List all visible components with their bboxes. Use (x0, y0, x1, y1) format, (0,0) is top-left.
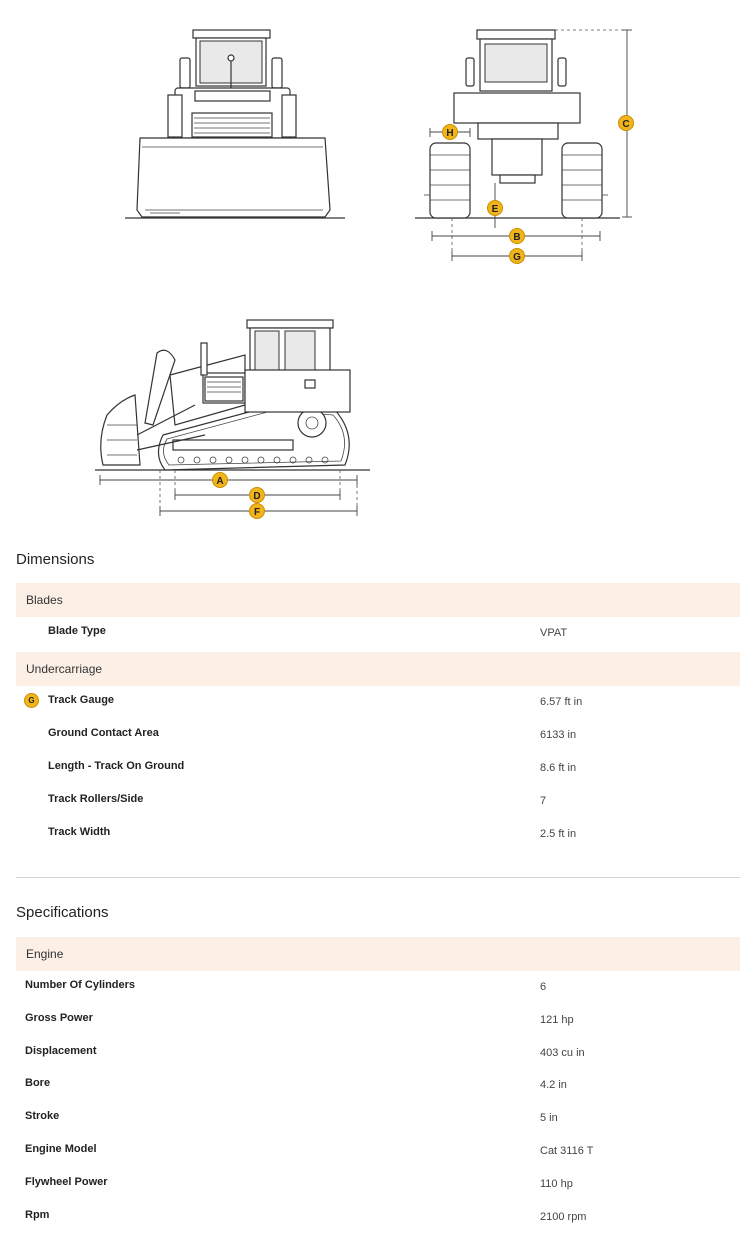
row-value: 6 (540, 981, 547, 993)
svg-text:E: E (491, 204, 499, 215)
callout-a (213, 473, 228, 488)
callout-e (488, 201, 503, 216)
row-label: Gross Power (25, 1012, 93, 1024)
row-value: 2.5 ft in (540, 828, 577, 840)
row-value: 6133 in (540, 729, 577, 741)
svg-text:B: B (513, 232, 521, 243)
table-row (16, 1077, 740, 1110)
specifications-title: Specifications (16, 904, 109, 921)
row-label: Blade Type (48, 625, 106, 637)
svg-text:F: F (253, 507, 261, 518)
svg-text:A: A (216, 476, 224, 487)
row-value: 6.57 ft in (540, 696, 583, 708)
row-value: VPAT (540, 627, 568, 639)
table-row (16, 793, 740, 826)
table-row (16, 1176, 740, 1209)
callout-f (250, 504, 265, 519)
group-header-blades: Blades (16, 583, 740, 617)
table-row (16, 826, 740, 859)
row-value: 4.2 in (540, 1079, 567, 1091)
dimensions-title: Dimensions (16, 551, 95, 568)
row-value: 5 in (540, 1112, 558, 1124)
callout-b (510, 229, 525, 244)
row-label: Displacement (25, 1045, 97, 1057)
svg-text:C: C (622, 119, 630, 130)
group-header-undercarriage: Undercarriage (16, 652, 740, 686)
side-view-diagram (95, 315, 370, 520)
table-row (16, 1110, 740, 1143)
callout-g (510, 249, 525, 264)
table-row (16, 760, 740, 793)
row-label: Track Width (48, 826, 111, 838)
callout-c (619, 116, 634, 131)
row-label: Stroke (25, 1110, 60, 1122)
svg-text:G: G (513, 252, 521, 263)
table-row (16, 979, 740, 1012)
callout-g-marker: G (24, 693, 39, 708)
dimension-diagrams (0, 0, 750, 530)
row-label: Engine Model (25, 1143, 97, 1155)
section-divider (16, 877, 740, 878)
row-value: 121 hp (540, 1014, 574, 1026)
row-label: Ground Contact Area (48, 727, 159, 739)
table-row (16, 1045, 740, 1078)
row-value: 110 hp (540, 1178, 573, 1190)
front-view-diagram (120, 25, 350, 225)
callout-h (443, 125, 458, 140)
row-value: 403 cu in (540, 1047, 585, 1059)
row-label: Bore (25, 1077, 51, 1089)
row-label: Rpm (25, 1209, 50, 1221)
svg-text:D: D (253, 491, 261, 502)
table-row (16, 694, 740, 727)
rear-view-diagram (410, 25, 650, 265)
group-header-engine: Engine (16, 937, 740, 971)
row-value: 8.6 ft in (540, 762, 577, 774)
row-label: Number Of Cylinders (25, 979, 136, 991)
row-value: 7 (540, 795, 547, 807)
callout-d (250, 488, 265, 503)
table-row (16, 1209, 740, 1242)
row-label: Track Rollers/Side (48, 793, 144, 805)
row-label: Length - Track On Ground (48, 760, 185, 772)
row-label: Track Gauge (48, 694, 115, 706)
table-row (16, 1143, 740, 1176)
row-value: Cat 3116 T (540, 1145, 594, 1157)
svg-text:H: H (446, 128, 454, 139)
table-row (16, 727, 740, 760)
row-value: 2100 rpm (540, 1211, 587, 1223)
table-row (16, 1012, 740, 1045)
row-label: Flywheel Power (25, 1176, 108, 1188)
